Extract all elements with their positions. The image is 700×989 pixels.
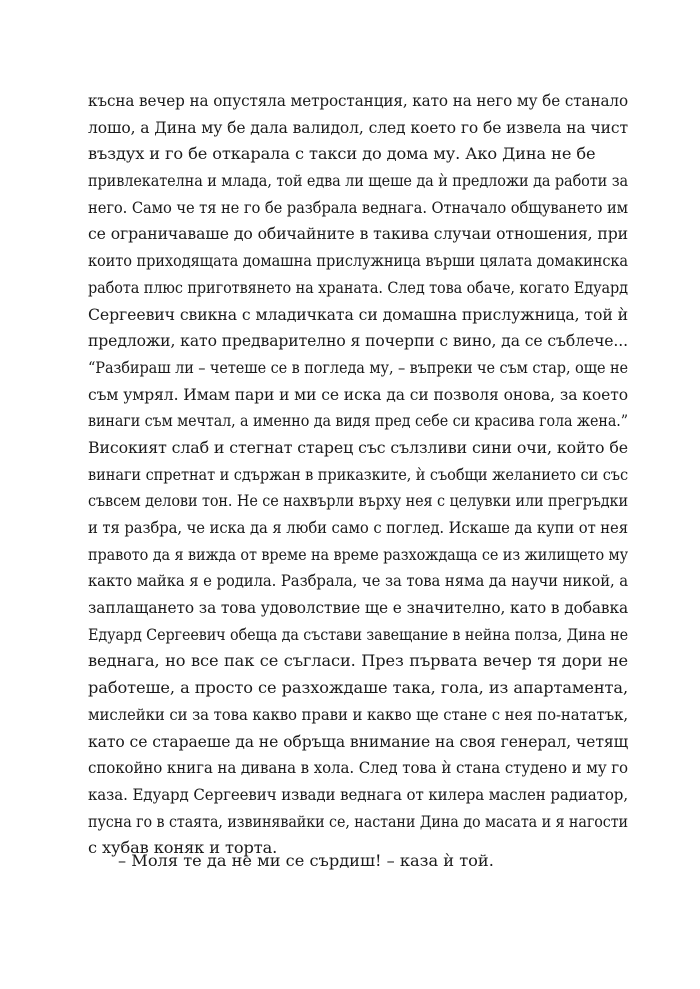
paragraph-line: него. Само че тя не го бе разбрала веднага. Отначало общуването им bbox=[88, 197, 629, 217]
paragraph-line: винаги съм мечтал, а именно да видя пред себе си красива гола жена.” bbox=[88, 411, 628, 431]
paragraph-line: каза. Едуард Сергеевич извади веднага от килера маслен радиатор, bbox=[88, 784, 629, 804]
paragraph-line: правото да я вижда от време на време разхождаща се из жилището му bbox=[88, 544, 629, 564]
paragraph-line: Високият слаб и стегнат старец със сълзливи сини очи, който бе bbox=[88, 437, 629, 457]
main-paragraph bbox=[88, 88, 628, 862]
paragraph-line: мислейки си за това какво прави и какво ще стане с нея по-нататък, bbox=[88, 704, 629, 724]
paragraph-line: съм умрял. Имам пари и ми се иска да си позволя онова, за което bbox=[88, 384, 628, 404]
paragraph-line: заплащането за това удоволствие ще е значително, като в добавка bbox=[88, 598, 628, 618]
paragraph-line: като се стараеше да не обръща внимание на своя генерал, четящ bbox=[88, 731, 629, 751]
paragraph-line: предложи, като предварително я почерпи с вино, да се съблече... bbox=[88, 331, 629, 351]
paragraph-line: привлекателна и млада, той едва ли щеше да ѝ предложи да работи за bbox=[88, 171, 629, 191]
paragraph-line: Сергеевич свикна с младичката си домашна прислужница, той ѝ bbox=[88, 304, 628, 324]
paragraph-line: късна вечер на опустяла метростанция, като на него му бе станало bbox=[88, 91, 629, 110]
paragraph-line: които приходящата домашна прислужница върши цялата домакинска bbox=[88, 251, 629, 271]
paragraph-line: работеше, а просто се разхождаше така, гола, из апартамента, bbox=[88, 678, 628, 698]
paragraph-line: въздух и го бе откарала с такси до дома му. Ако Дина не бе bbox=[88, 144, 596, 164]
paragraph-line: съвсем делови тон. Не се нахвърли върху нея с целувки или прегръдки bbox=[88, 491, 628, 511]
paragraph-line: спокойно книга на дивана в хола. След това ѝ стана студено и му го bbox=[88, 758, 629, 778]
paragraph-line: лошо, а Дина му бе дала валидол, след което го бе извела на чист bbox=[88, 117, 629, 137]
paragraph-line: и тя разбра, че иска да я люби само с поглед. Искаше да купи от нея bbox=[88, 518, 628, 537]
paragraph-line: Едуард Сергеевич обеща да състави завещание в нейна полза, Дина не bbox=[88, 624, 628, 644]
paragraph-line: се ограничаваше до обичайните в такива случаи отношения, при bbox=[88, 224, 629, 244]
paragraph-line: пусна го в стаята, извинявайки се, настани Дина до масата и я нагости bbox=[88, 811, 629, 831]
dialogue-line: – Моля те да не ми се сърдиш! – каза ѝ той. bbox=[118, 851, 494, 870]
paragraph-line: винаги спретнат и сдържан в приказките, ѝ съобщи желанието си със bbox=[88, 464, 629, 484]
paragraph-line: с хубав коняк и торта. bbox=[88, 838, 278, 858]
paragraph-line: “Разбираш ли – четеше се в погледа му, – въпреки че съм стар, още не bbox=[88, 357, 629, 377]
paragraph-line: работа плюс приготвянето на храната. След това обаче, когато Едуард bbox=[88, 277, 628, 297]
paragraph-line: както майка я е родила. Разбрала, че за това няма да научи никой, а bbox=[88, 571, 629, 591]
paragraph-line: веднага, но все пак се съгласи. През първата вечер тя дори не bbox=[88, 651, 628, 671]
